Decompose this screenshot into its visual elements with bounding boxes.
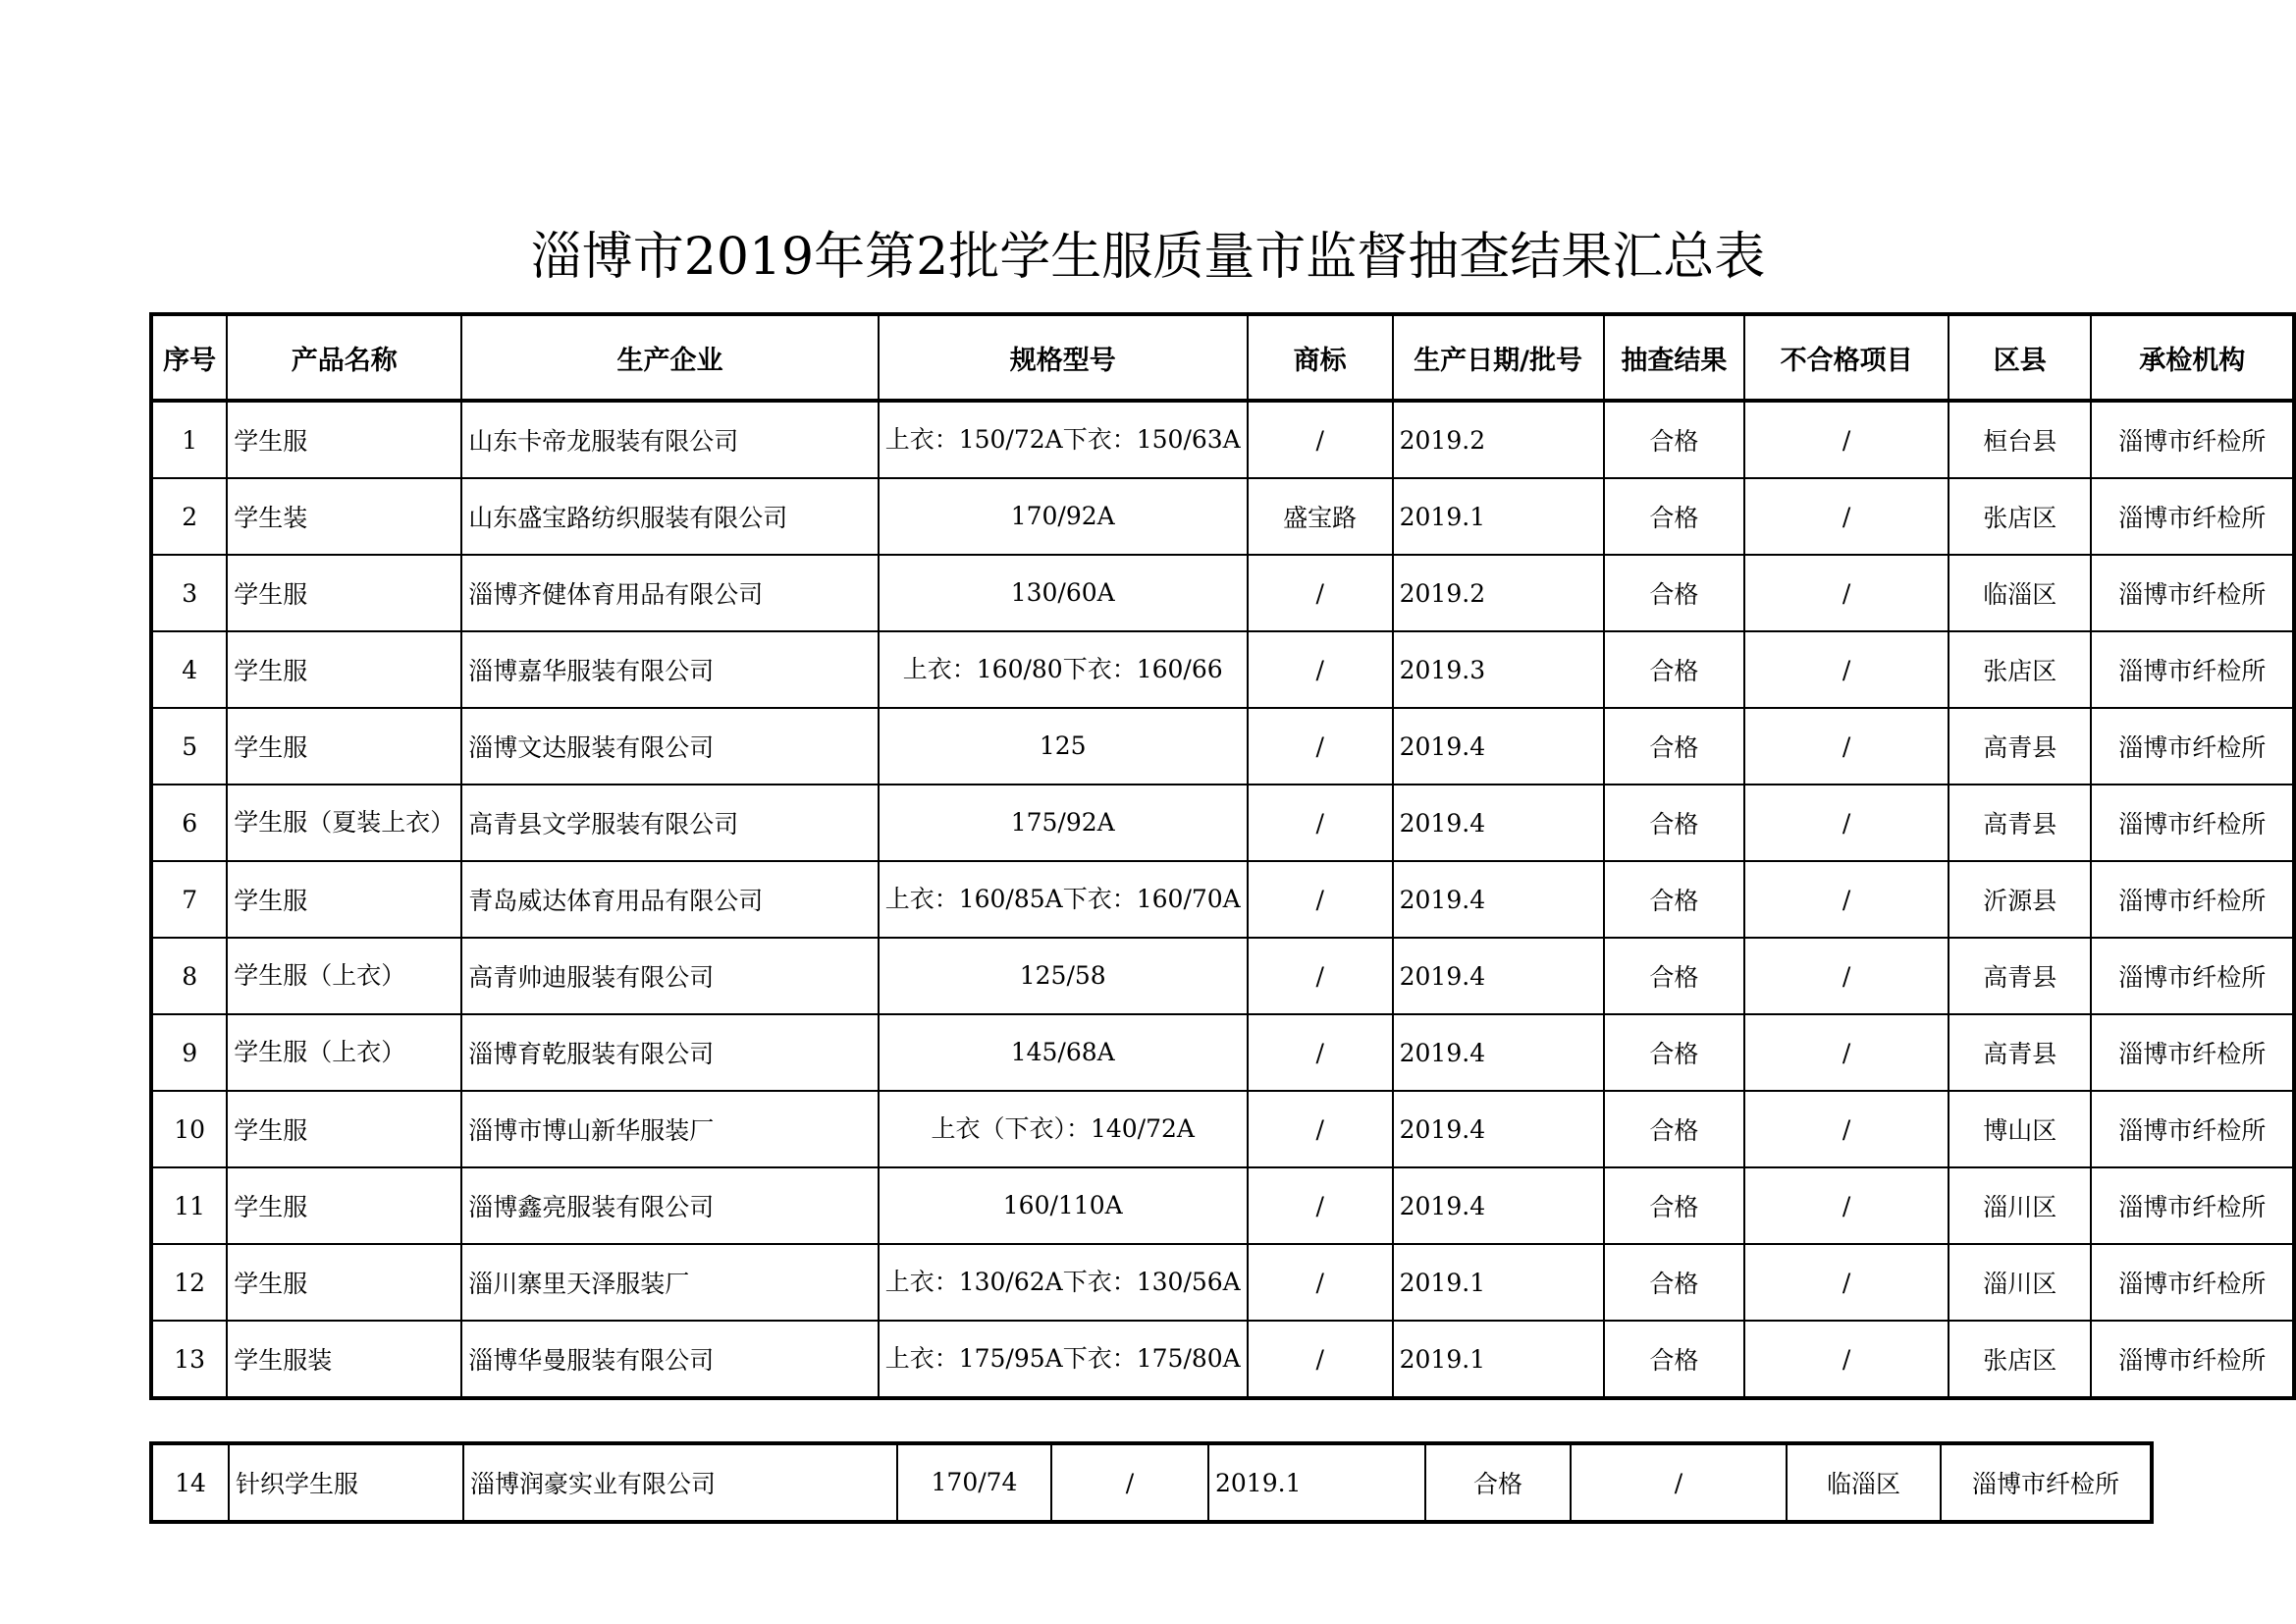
cell-product: 针织学生服 (229, 1443, 463, 1522)
cell-product: 学生服 (227, 631, 461, 708)
header-row (151, 314, 2294, 401)
cell-company: 淄博华曼服装有限公司 (461, 1321, 878, 1398)
table-row (151, 708, 2294, 785)
cell-spec: 130/60A (879, 555, 1248, 631)
cell-no: 12 (151, 1244, 227, 1321)
cell-lab: 淄博市纤检所 (2091, 478, 2294, 555)
cell-company: 山东盛宝路纺织服装有限公司 (461, 478, 878, 555)
table-row (151, 478, 2294, 555)
cell-brand: / (1248, 785, 1393, 861)
cell-district: 临淄区 (1787, 1443, 1941, 1522)
cell-spec: 上衣：175/95A下衣：175/80A (879, 1321, 1248, 1398)
cell-spec: 上衣：160/85A下衣：160/70A (879, 861, 1248, 938)
cell-district: 高青县 (1949, 708, 2091, 785)
cell-result: 合格 (1604, 708, 1745, 785)
cell-lab: 淄博市纤检所 (2091, 1167, 2294, 1244)
table-row (151, 1091, 2294, 1167)
cell-brand: / (1248, 1321, 1393, 1398)
cell-failed: / (1744, 555, 1949, 631)
cell-failed: / (1744, 861, 1949, 938)
cell-spec: 145/68A (879, 1014, 1248, 1091)
cell-spec: 170/74 (897, 1443, 1051, 1522)
cell-product: 学生服（夏装上衣） (227, 785, 461, 861)
table-row (151, 861, 2294, 938)
header-spec: 规格型号 (879, 314, 1248, 401)
cell-lab: 淄博市纤检所 (2091, 1014, 2294, 1091)
cell-district: 高青县 (1949, 785, 2091, 861)
cell-failed: / (1744, 1321, 1949, 1398)
cell-no: 10 (151, 1091, 227, 1167)
cell-product: 学生装 (227, 478, 461, 555)
cell-district: 高青县 (1949, 1014, 2091, 1091)
cell-brand: / (1248, 938, 1393, 1014)
cell-no: 9 (151, 1014, 227, 1091)
cell-date: 2019.4 (1393, 938, 1604, 1014)
cell-brand: / (1248, 1091, 1393, 1167)
cell-date: 2019.4 (1393, 1167, 1604, 1244)
cell-date: 2019.4 (1393, 785, 1604, 861)
cell-product: 学生服（上衣） (227, 1014, 461, 1091)
cell-failed: / (1744, 478, 1949, 555)
cell-result: 合格 (1604, 1244, 1745, 1321)
table-row (151, 938, 2294, 1014)
table-row (151, 1321, 2294, 1398)
cell-no: 5 (151, 708, 227, 785)
table-row (151, 1244, 2294, 1321)
cell-date: 2019.1 (1208, 1443, 1425, 1522)
cell-lab: 淄博市纤检所 (2091, 708, 2294, 785)
header-brand: 商标 (1248, 314, 1393, 401)
cell-company: 淄博鑫亮服装有限公司 (461, 1167, 878, 1244)
cell-brand: / (1248, 555, 1393, 631)
cell-lab: 淄博市纤检所 (2091, 938, 2294, 1014)
results-table (149, 312, 2296, 1400)
cell-failed: / (1744, 1244, 1949, 1321)
cell-date: 2019.1 (1393, 478, 1604, 555)
cell-district: 淄川区 (1949, 1244, 2091, 1321)
cell-lab: 淄博市纤检所 (2091, 1321, 2294, 1398)
cell-brand: / (1248, 861, 1393, 938)
table-row (151, 555, 2294, 631)
cell-date: 2019.2 (1393, 555, 1604, 631)
cell-company: 青岛威达体育用品有限公司 (461, 861, 878, 938)
cell-spec: 175/92A (879, 785, 1248, 861)
cell-spec: 上衣：130/62A下衣：130/56A (879, 1244, 1248, 1321)
cell-no: 4 (151, 631, 227, 708)
table-row (151, 631, 2294, 708)
cell-no: 3 (151, 555, 227, 631)
cell-result: 合格 (1604, 1014, 1745, 1091)
page-title: 淄博市2019年第2批学生服质量市监督抽查结果汇总表 (530, 228, 1766, 287)
cell-no: 1 (151, 401, 227, 478)
cell-company: 淄博文达服装有限公司 (461, 708, 878, 785)
cell-failed: / (1744, 1167, 1949, 1244)
cell-lab: 淄博市纤检所 (1941, 1443, 2152, 1522)
cell-spec: 160/110A (879, 1167, 1248, 1244)
cell-no: 14 (151, 1443, 229, 1522)
cell-result: 合格 (1604, 401, 1745, 478)
cell-brand: / (1248, 401, 1393, 478)
cell-spec: 上衣：160/80下衣：160/66 (879, 631, 1248, 708)
cell-lab: 淄博市纤检所 (2091, 1091, 2294, 1167)
cell-date: 2019.1 (1393, 1244, 1604, 1321)
cell-district: 桓台县 (1949, 401, 2091, 478)
cell-date: 2019.4 (1393, 861, 1604, 938)
cell-lab: 淄博市纤检所 (2091, 555, 2294, 631)
cell-district: 淄川区 (1949, 1167, 2091, 1244)
table-row (151, 1014, 2294, 1091)
cell-brand: / (1248, 1014, 1393, 1091)
cell-lab: 淄博市纤检所 (2091, 401, 2294, 478)
cell-company: 淄博嘉华服装有限公司 (461, 631, 878, 708)
cell-product: 学生服 (227, 555, 461, 631)
cell-company: 山东卡帝龙服装有限公司 (461, 401, 878, 478)
cell-result: 合格 (1604, 861, 1745, 938)
cell-company: 淄川寨里天泽服装厂 (461, 1244, 878, 1321)
cell-company: 淄博齐健体育用品有限公司 (461, 555, 878, 631)
cell-result: 合格 (1604, 1321, 1745, 1398)
cell-product: 学生服 (227, 1167, 461, 1244)
cell-spec: 125/58 (879, 938, 1248, 1014)
cell-result: 合格 (1604, 555, 1745, 631)
cell-company: 淄博市博山新华服装厂 (461, 1091, 878, 1167)
cell-no: 2 (151, 478, 227, 555)
cell-lab: 淄博市纤检所 (2091, 785, 2294, 861)
cell-district: 临淄区 (1949, 555, 2091, 631)
cell-brand: / (1248, 708, 1393, 785)
cell-product: 学生服 (227, 708, 461, 785)
cell-spec: 125 (879, 708, 1248, 785)
cell-failed: / (1744, 401, 1949, 478)
cell-company: 淄博润豪实业有限公司 (463, 1443, 897, 1522)
cell-product: 学生服（上衣） (227, 938, 461, 1014)
cell-no: 6 (151, 785, 227, 861)
cell-result: 合格 (1425, 1443, 1571, 1522)
cell-date: 2019.3 (1393, 631, 1604, 708)
cell-product: 学生服 (227, 1244, 461, 1321)
table-row (151, 1167, 2294, 1244)
cell-product: 学生服 (227, 401, 461, 478)
cell-date: 2019.1 (1393, 1321, 1604, 1398)
header-product: 产品名称 (227, 314, 461, 401)
cell-brand: / (1248, 631, 1393, 708)
header-district: 区县 (1949, 314, 2091, 401)
cell-no: 7 (151, 861, 227, 938)
cell-failed: / (1744, 708, 1949, 785)
table-row (151, 1443, 2152, 1522)
cell-spec: 上衣（下衣）：140/72A (879, 1091, 1248, 1167)
cell-brand: 盛宝路 (1248, 478, 1393, 555)
table-row (151, 401, 2294, 478)
cell-district: 沂源县 (1949, 861, 2091, 938)
cell-failed: / (1744, 785, 1949, 861)
cell-no: 13 (151, 1321, 227, 1398)
cell-failed: / (1744, 1091, 1949, 1167)
results-table-continued (149, 1441, 2154, 1524)
cell-brand: / (1248, 1167, 1393, 1244)
cell-brand: / (1051, 1443, 1208, 1522)
cell-failed: / (1744, 938, 1949, 1014)
header-lab: 承检机构 (2091, 314, 2294, 401)
cell-product: 学生服 (227, 861, 461, 938)
cell-failed: / (1744, 1014, 1949, 1091)
header-date: 生产日期/批号 (1393, 314, 1604, 401)
cell-district: 张店区 (1949, 478, 2091, 555)
cell-company: 淄博育乾服装有限公司 (461, 1014, 878, 1091)
table-row (151, 785, 2294, 861)
header-company: 生产企业 (461, 314, 878, 401)
cell-district: 张店区 (1949, 1321, 2091, 1398)
cell-no: 8 (151, 938, 227, 1014)
cell-result: 合格 (1604, 785, 1745, 861)
cell-company: 高青帅迪服装有限公司 (461, 938, 878, 1014)
cell-lab: 淄博市纤检所 (2091, 1244, 2294, 1321)
cell-spec: 170/92A (879, 478, 1248, 555)
cell-result: 合格 (1604, 1091, 1745, 1167)
cell-date: 2019.4 (1393, 1014, 1604, 1091)
cell-result: 合格 (1604, 478, 1745, 555)
cell-brand: / (1248, 1244, 1393, 1321)
cell-date: 2019.2 (1393, 401, 1604, 478)
cell-no: 11 (151, 1167, 227, 1244)
header-failed: 不合格项目 (1744, 314, 1949, 401)
cell-district: 博山区 (1949, 1091, 2091, 1167)
header-result: 抽查结果 (1604, 314, 1745, 401)
cell-lab: 淄博市纤检所 (2091, 861, 2294, 938)
cell-result: 合格 (1604, 1167, 1745, 1244)
cell-failed: / (1571, 1443, 1787, 1522)
cell-district: 张店区 (1949, 631, 2091, 708)
cell-failed: / (1744, 631, 1949, 708)
cell-result: 合格 (1604, 631, 1745, 708)
cell-date: 2019.4 (1393, 708, 1604, 785)
cell-result: 合格 (1604, 938, 1745, 1014)
cell-company: 高青县文学服装有限公司 (461, 785, 878, 861)
cell-date: 2019.4 (1393, 1091, 1604, 1167)
cell-product: 学生服 (227, 1091, 461, 1167)
cell-product: 学生服装 (227, 1321, 461, 1398)
cell-lab: 淄博市纤检所 (2091, 631, 2294, 708)
cell-district: 高青县 (1949, 938, 2091, 1014)
cell-spec: 上衣：150/72A下衣：150/63A (879, 401, 1248, 478)
header-no: 序号 (151, 314, 227, 401)
